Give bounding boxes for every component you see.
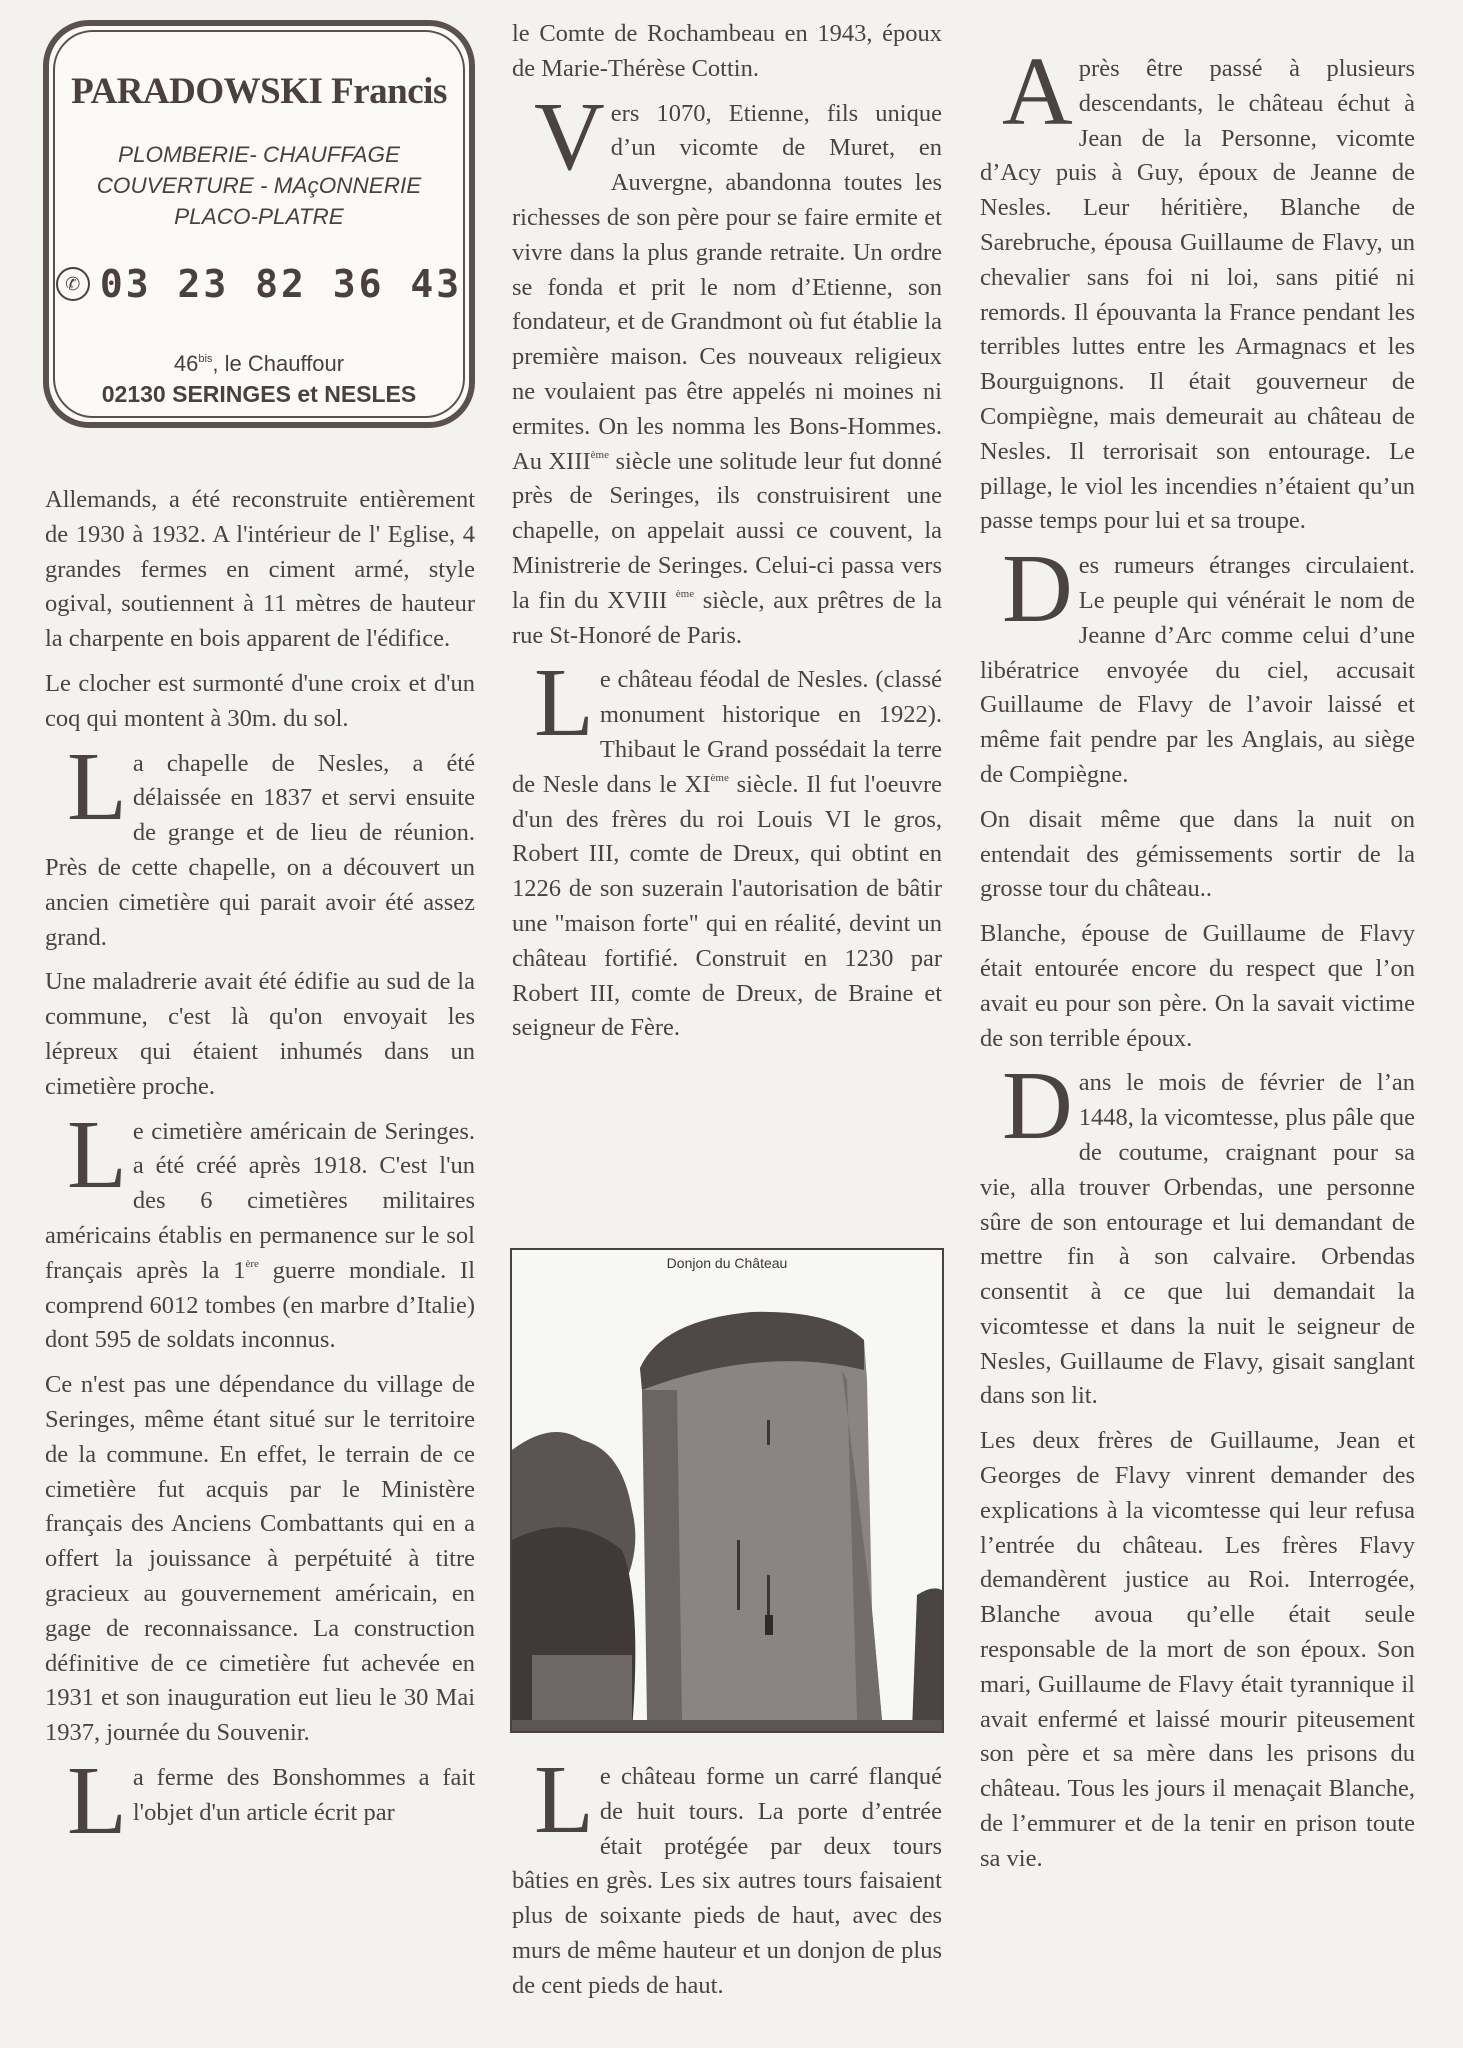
- paragraph: Les deux frères de Guillaume, Jean et Georges de Flavy vinrent demander des explications à la vicomtesse qui leur refusa l’entrée du château. Les frères Flavy demandèrent justice au Roi. Interrogée, Blanche avoua qu’elle était seule responsable de la mort de son époux. Son mari, Guillaume de Flavy était tyrannique il avait enfermé et laissé mourir piteusement son père et sa mère dans les prisons du château. Tous les jours il menaçait Blanche, de l’emmurer et de la tenir en prison toute sa vie.: [980, 1427, 1415, 1872]
- drop-cap: L: [67, 1746, 127, 1855]
- paragraph: Allemands, a été reconstruite entièrement de 1930 à 1932. A l'intérieur de l' Eglise, 4 grandes fermes en ciment armé, style ogival, soutiennent à 11 mètres de hauteur la charpente en bois apparent de l'édifice.: [45, 486, 475, 653]
- paragraph-text: siècle. Il fut l'oeuvre d'un des frères du roi Louis VI le gros, Robert III, comte de Dreux, qui obtint en 1226 de son suzerain l'autorisation de bâtir une "maison forte" qui en réalité, devint un château fortifié. Construit en 1230 par Robert III, comte de Dreux, de Braine et seigneur de Fère.: [512, 770, 942, 1042]
- paragraph: Le clocher est surmonté d'une croix et d'un coq qui montent à 30m. du sol.: [45, 669, 475, 732]
- column-3: [980, 38, 1415, 1887]
- paragraph: [45, 1746, 475, 1855]
- paragraph-text: e château féodal de Nesles. (classé monument historique en 1922). Thibaut le Grand possédait la terre de Nesle dans le XI: [512, 666, 942, 798]
- address-number: 46: [173, 351, 199, 376]
- paragraph-text: ers 1070, Etienne, fils unique d’un vicomte de Muret, en Auvergne, abandonna toutes les richesses de son père pour se faire ermite et vivre dans la plus grande retraite. Un ordre se fonda et prit le nom d’Etienne, son fondateur, et de Grandmont où fut établie la première maison. Ces nouveaux religieux ne voulaient pas être appelés ni moines ni ermites. On les nomma les Bons-Hommes. Au XIII: [512, 99, 942, 475]
- paragraph-text: près être passé à plusieurs descendants, le château échut à Jean de la Personne, vicomte d’Acy puis à Guy, époux de Jeanne de Nesles. Leur héritière, Blanche de Sarebruche, épousa Guillaume de Flavy, un chevalier sans foi ni loi, sans pitié ni remords. Il épouvanta la France pendant les terribles luttes entre les Armagnacs et les Bourguignons. Il était gouverneur de Compiègne, mais demeurait au château de Nesles. Il terrorisait son entourage. Le pillage, le viol les incendies n’étaient qu’un passe temps pour lui et sa troupe.: [980, 55, 1415, 535]
- city-line: 02130 SERINGES et NESLES: [101, 381, 417, 407]
- advertisement-inner-border: [53, 30, 465, 418]
- drop-cap: L: [534, 649, 594, 758]
- services-list: [55, 139, 463, 232]
- paragraph: le Comte de Rochambeau en 1943, époux de Marie-Thérèse Cottin.: [512, 20, 942, 82]
- drop-cap: D: [1002, 535, 1073, 644]
- column-1: [45, 483, 476, 1855]
- paragraph: [980, 1052, 1415, 1414]
- paragraph-text: a chapelle de Nesles, a été délaissée en 1837 et servi ensuite de grange et de lieu de réunion. Près de cette chapelle, on a découvert un ancien cimetière qui parait avoir été assez grand.: [45, 749, 475, 951]
- paragraph-text: guerre mondiale. Il comprend 6012 tombes (en marbre d’Italie) dont 595 de soldats inconnus.: [45, 1256, 476, 1354]
- paragraph-text: e cimetière américain de Seringes. a été créé après 1918. C'est l'un des 6 cimetières militaires américains établis en permanence sur le sol français après la 1: [45, 1117, 475, 1284]
- castle-keep-photo: [510, 1248, 944, 1733]
- paragraph-text: es rumeurs étranges circulaient. Le peuple qui vénérait le nom de Jeanne d’Arc comme celui d’une libératrice envoyée du ciel, accusait Guillaume de Flavy de l’avoir laissé et même fait pendre par les Anglais, au siège de Compiègne.: [980, 552, 1415, 788]
- paragraph-text: siècle une solitude leur fut donné près de Seringes, ils construisirent une chapelle, on appelait aussi ce couvent, la Ministrerie de Seringes. Celui-ci passa vers la fin du XVIII: [512, 447, 942, 614]
- service-item: PLOMBERIE- CHAUFFAGE: [117, 142, 401, 167]
- tower-illustration: [512, 1250, 942, 1731]
- paragraph: [45, 1100, 476, 1359]
- phone-number: 03 23 82 36 43: [99, 262, 463, 306]
- drop-cap: L: [67, 732, 127, 841]
- advertisement-box: [43, 20, 475, 428]
- photo-caption: Donjon du Château: [666, 1255, 788, 1271]
- paragraph: Ce n'est pas une dépendance du village de Seringes, même étant situé sur le territoire de la commune. En effet, le terrain de ce cimetière fut acquis par le Ministère français des Anciens Combattants qui en a offert la jouissance à perpétuité à titre gracieux au gouvernement américain, en gage de reconnaissance. La construction définitive de ce cimetière fut achevée en 1931 et son inauguration eut lieu le 30 Mai 1937, journée du Souvenir.: [45, 1371, 475, 1747]
- service-item: PLACO-PLATRE: [174, 204, 344, 229]
- drop-cap: D: [1002, 1052, 1073, 1161]
- column-2: [512, 17, 942, 1056]
- telephone-icon: ✆: [56, 267, 90, 301]
- service-item: COUVERTURE - MAçONNERIE: [96, 173, 422, 198]
- paragraph-text: ans le mois de février de l’an 1448, la vicomtesse, plus pâle que de coutume, craignant pour sa vie, alla trouver Orbendas, une personne sûre de son entourage et lui demandant de mettre fin à son calvaire. Orbendas consentit à ce que lui demandait la vicomtesse et dans la nuit le seigneur de Nesles, Guillaume de Flavy, gisait sanglant dans son lit.: [980, 1069, 1415, 1410]
- paragraph: [512, 82, 942, 654]
- paragraph: [512, 1746, 942, 2004]
- address-street: , le Chauffour: [212, 351, 345, 376]
- address-suffix: bis: [198, 353, 213, 365]
- superscript: ème: [710, 771, 729, 784]
- drop-cap: V: [534, 82, 605, 191]
- advertiser-name: PARADOWSKI Francis: [71, 71, 447, 112]
- column-2-bottom: [512, 1746, 942, 2014]
- paragraph: [45, 732, 475, 956]
- drop-cap: A: [1002, 38, 1073, 146]
- paragraph: Blanche, épouse de Guillaume de Flavy était entourée encore du respect que l’on avait eu pour son père. On la savait victime de son terrible époux.: [980, 920, 1415, 1052]
- superscript: ème: [590, 448, 609, 461]
- paragraph-text: a ferme des Bonshommes a fait l'objet d'un article écrit par: [132, 1763, 475, 1826]
- superscript: ème: [675, 587, 695, 600]
- paragraph: [512, 649, 942, 1046]
- paragraph-text: siècle, aux prêtres de la rue St-Honoré de Paris.: [512, 586, 942, 649]
- phone-number-row: [55, 262, 463, 306]
- superscript: ère: [245, 1257, 259, 1270]
- address: [55, 348, 463, 410]
- drop-cap: L: [534, 1746, 594, 1854]
- paragraph: [980, 535, 1415, 793]
- street-address: [55, 348, 463, 379]
- paragraph: [980, 38, 1415, 539]
- drop-cap: L: [67, 1100, 127, 1209]
- paragraph: Une maladrerie avait été édifie au sud de la commune, c'est là qu'on envoyait les lépreux qui étaient inhumés dans un cimetière proche.: [45, 968, 475, 1100]
- paragraph: On disait même que dans la nuit on entendait des gémissements sortir de la grosse tour du château..: [980, 805, 1415, 903]
- paragraph-text: e château forme un carré flanqué de huit tours. La porte d’entrée était protégée par deux tours bâties en grès. Les six autres tours faisaient plus de soixante pieds de haut, avec des murs de même hauteur et un donjon de plus de cent pieds de haut.: [512, 1763, 942, 1999]
